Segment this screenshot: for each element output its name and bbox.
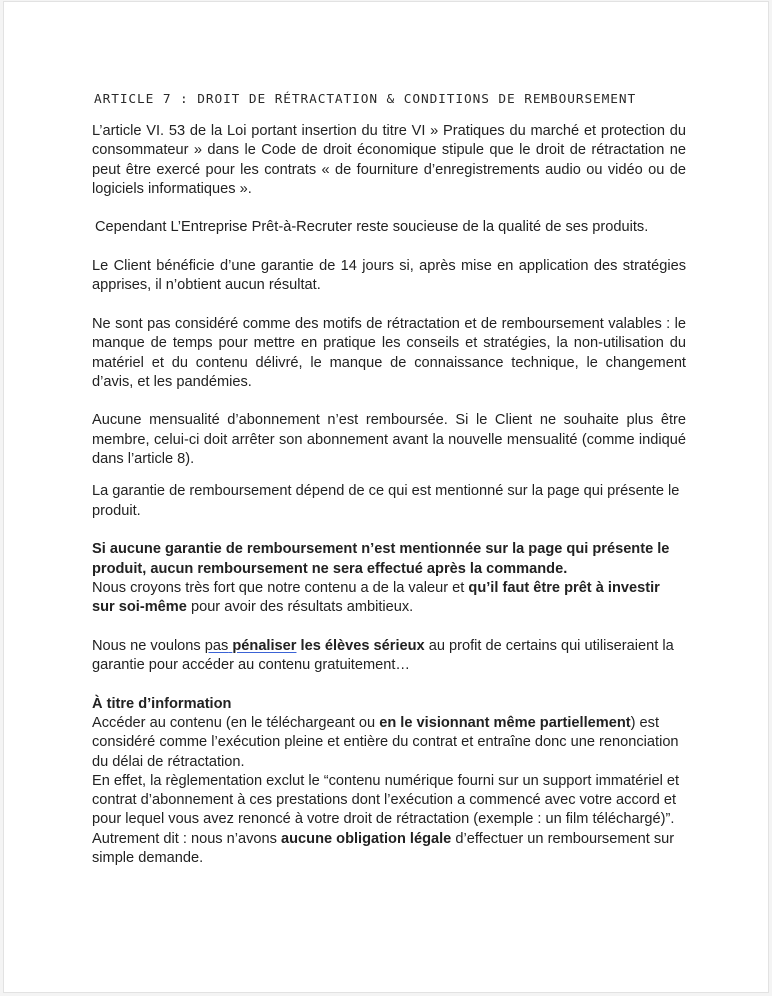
- info-heading-text: À titre d’information: [92, 695, 232, 712]
- bold-partial-viewing: en le visionnant même partiellement: [379, 714, 631, 731]
- bold-no-refund: Si aucune garantie de remboursement n’est mentionnée sur la page qui présente le produit, aucun remboursement ne sera effectué après la commande.: [92, 541, 670, 577]
- text-run: au profit de certains qui utiliseraient la garantie pour accéder au contenu gratuitement…: [92, 637, 674, 674]
- spellcheck-word-pas[interactable]: pas: [204, 637, 229, 654]
- paragraph-no-legal-obligation: [92, 830, 686, 869]
- paragraph-company-quality: Cependant L’Entreprise Prêt-à-Recruter reste soucieuse de la qualité de ses produits.: [95, 219, 649, 236]
- paragraph-invest-yourself: [92, 579, 686, 618]
- text-run: ) est considéré comme l’exécution pleine et entière du contrat et entraîne donc une renonciation du délai de rétractation.: [92, 714, 679, 770]
- paragraph-invalid-reasons: Ne sont pas considéré comme des motifs de rétractation et de remboursement valables : le manque de temps pour mettre en pratique les conseils et stratégies, la non-utilisation du matériel et du contenu délivré, le manque de connaissance technique, le changement d’avis, et les pandémies.: [92, 315, 686, 390]
- paragraph-guarantee-depends: La garantie de remboursement dépend de ce qui est mentionné sur la page qui présente le produit.: [92, 483, 680, 519]
- text-run: pour avoir des résultats ambitieux.: [186, 599, 414, 616]
- paragraph-no-refund-bold: [92, 540, 686, 579]
- article-title: ARTICLE 7 : DROIT DE RÉTRACTATION & CONDITIONS DE REMBOURSEMENT: [94, 92, 637, 107]
- bold-invest: qu’il faut être prêt à investir sur soi-même: [92, 579, 660, 616]
- text-run: d’effectuer un remboursement sur simple demande.: [92, 830, 675, 866]
- text-run: Nous ne voulons: [92, 637, 205, 654]
- info-heading: [92, 695, 686, 714]
- paragraph-guarantee-14-days: Le Client bénéficie d’une garantie de 14 jours si, après mise en application des stratégies apprises, il n’obtient aucun résultat.: [92, 258, 686, 294]
- bold-no-obligation: aucune obligation légale: [281, 830, 452, 847]
- spellcheck-word-penaliser[interactable]: pénaliser: [232, 637, 297, 654]
- text-run: Accéder au contenu (en le téléchargeant ou: [92, 714, 380, 731]
- text-run: Autrement dit : nous n’avons: [92, 830, 282, 847]
- paragraph-subscription: Aucune mensualité d’abonnement n’est remboursée. Si le Client ne souhaite plus être membre, celui-ci doit arrêter son abonnement avant la nouvelle mensualité (comme indiqué dans l’article 8).: [92, 412, 686, 468]
- text-run: Nous croyons très fort que notre contenu a de la valeur et: [92, 579, 469, 596]
- document-page: [3, 1, 769, 993]
- paragraph-serious-students: [92, 637, 686, 676]
- paragraph-regulation: En effet, la règlementation exclut le “contenu numérique fourni sur un support immatériel et contrat d’abonnement à ces prestations dont l’exécution a commencé avec votre accord et pour lequel vous avez renoncé à votre droit de rétractation (exemple : un film téléchargé)”.: [92, 772, 680, 828]
- document-content: [92, 90, 686, 868]
- paragraph-legal-reference: L’article VI. 53 de la Loi portant insertion du titre VI » Pratiques du marché et protection du consommateur » dans le Code de droit économique stipule que le droit de rétractation ne peut être exercé pour les contrats « de fourniture d’enregistrements audio ou vidéo ou de logiciels informatiques ».: [92, 123, 686, 197]
- bold-serious-students: les élèves sérieux: [296, 637, 425, 654]
- paragraph-access-content: [92, 714, 686, 772]
